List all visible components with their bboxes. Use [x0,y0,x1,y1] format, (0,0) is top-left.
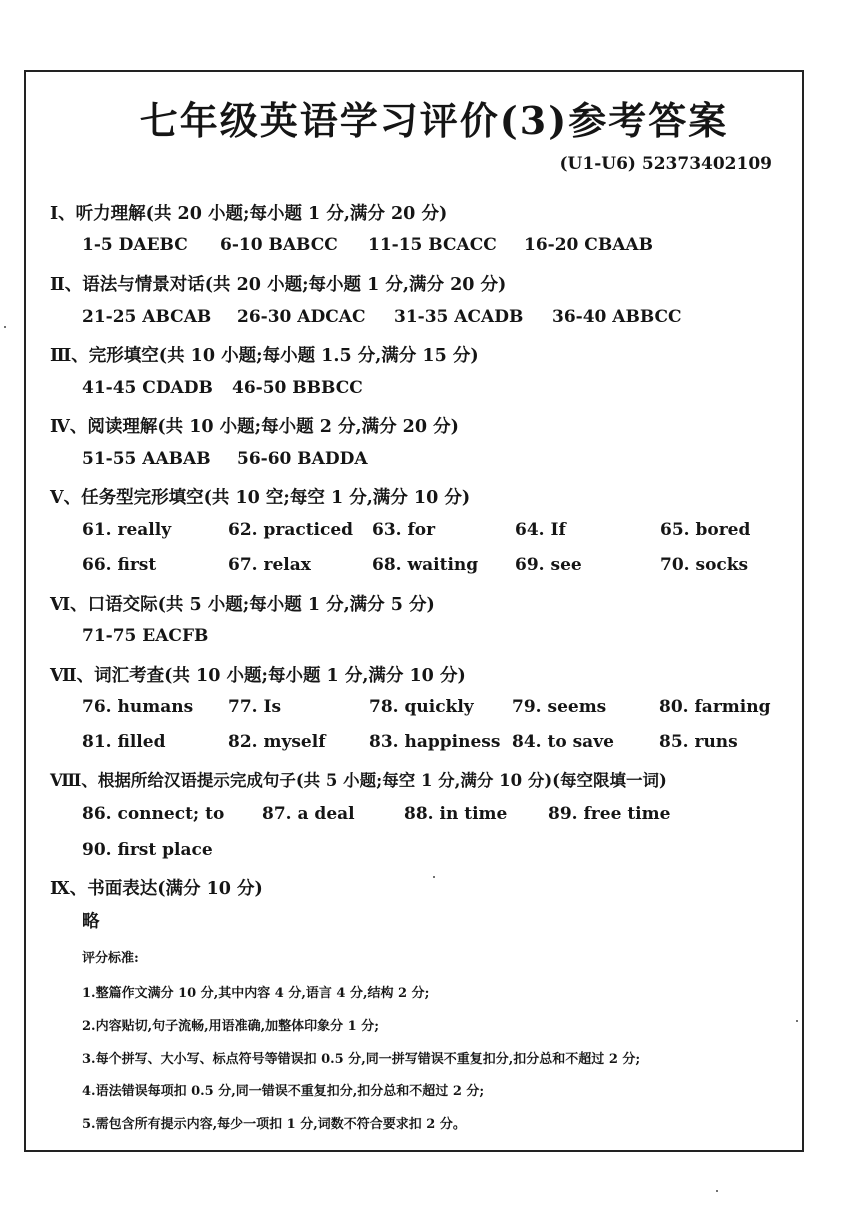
scan-speck [4,326,6,328]
criteria-item: 1.整篇作文满分 10 分,其中内容 4 分,语言 4 分,结构 2 分; [82,986,430,1001]
unit-code: (U1-U6) 52373402109 [559,154,772,174]
answer-item: 87. a deal [262,804,355,824]
answer-group: 41-45 CDADB [82,378,213,398]
answer-item: 81. filled [82,732,166,752]
answer-item: 83. happiness [369,732,501,752]
answer-group: 51-55 AABAB [82,449,211,469]
answer-item: 66. first [82,555,157,575]
answer-item: 82. myself [228,732,326,752]
answer-item: 70. socks [660,555,749,575]
criteria-item: 5.需包含所有提示内容,每少一项扣 1 分,词数不符合要求扣 2 分。 [82,1117,466,1132]
section-3-heading: Ⅲ、完形填空(共 10 小题;每小题 1.5 分,满分 15 分) [50,346,479,366]
answer-group: 71-75 EACFB [82,626,209,646]
section-6-heading: Ⅵ、口语交际(共 5 小题;每小题 1 分,满分 5 分) [50,595,435,615]
section-1-heading: Ⅰ、听力理解(共 20 小题;每小题 1 分,满分 20 分) [50,204,448,224]
answer-item: 90. first place [82,840,213,860]
answer-item: 62. practiced [228,520,354,540]
page-title: 七年级英语学习评价(3)参考答案 [139,98,729,143]
answer-group: 31-35 ACADB [394,307,524,327]
section-4-heading: Ⅳ、阅读理解(共 10 小题;每小题 2 分,满分 20 分) [50,417,459,437]
essay-answer: 略 [82,912,100,932]
answer-item: 79. seems [512,697,607,717]
answer-item: 86. connect; to [82,804,225,824]
answer-item: 84. to save [512,732,614,752]
answer-item: 76. humans [82,697,194,717]
answer-item: 80. farming [659,697,771,717]
answer-group: 1-5 DAEBC [82,235,188,255]
answer-item: 64. If [515,520,566,540]
section-9-heading: Ⅸ、书面表达(满分 10 分) [50,879,263,899]
answer-item: 67. relax [228,555,311,575]
answer-group: 6-10 BABCC [220,235,338,255]
answer-item: 78. quickly [369,697,474,717]
answer-item: 61. really [82,520,172,540]
answer-group: 16-20 CBAAB [524,235,653,255]
criteria-title: 评分标准: [82,951,139,966]
criteria-item: 3.每个拼写、大小写、标点符号等错误扣 0.5 分,同一拼写错误不重复扣分,扣分总和不超过 2 分; [82,1052,641,1067]
answer-item: 85. runs [659,732,738,752]
answer-item: 77. Is [228,697,282,717]
scan-speck [716,1190,718,1192]
answer-group: 46-50 BBBCC [232,378,363,398]
section-8-heading: Ⅷ、根据所给汉语提示完成句子(共 5 小题;每空 1 分,满分 10 分)(每空限填一词) [50,771,667,790]
criteria-item: 4.语法错误每项扣 0.5 分,同一错误不重复扣分,扣分总和不超过 2 分; [82,1084,485,1099]
answer-group: 56-60 BADDA [237,449,368,469]
answer-item: 68. waiting [372,555,479,575]
answer-item: 89. free time [548,804,671,824]
answer-item: 65. bored [660,520,751,540]
answer-item: 88. in time [404,804,508,824]
answer-group: 26-30 ADCAC [237,307,366,327]
section-7-heading: Ⅶ、词汇考查(共 10 小题;每小题 1 分,满分 10 分) [50,666,466,686]
answer-item: 69. see [515,555,582,575]
scan-speck [796,1020,798,1022]
section-5-heading: Ⅴ、任务型完形填空(共 10 空;每空 1 分,满分 10 分) [50,488,471,508]
scan-speck [433,876,435,878]
criteria-item: 2.内容贴切,句子流畅,用语准确,加整体印象分 1 分; [82,1019,380,1034]
answer-group: 36-40 ABBCC [552,307,682,327]
answer-item: 63. for [372,520,436,540]
answer-group: 11-15 BCACC [368,235,497,255]
section-2-heading: Ⅱ、语法与情景对话(共 20 小题;每小题 1 分,满分 20 分) [50,275,507,295]
answer-group: 21-25 ABCAB [82,307,212,327]
